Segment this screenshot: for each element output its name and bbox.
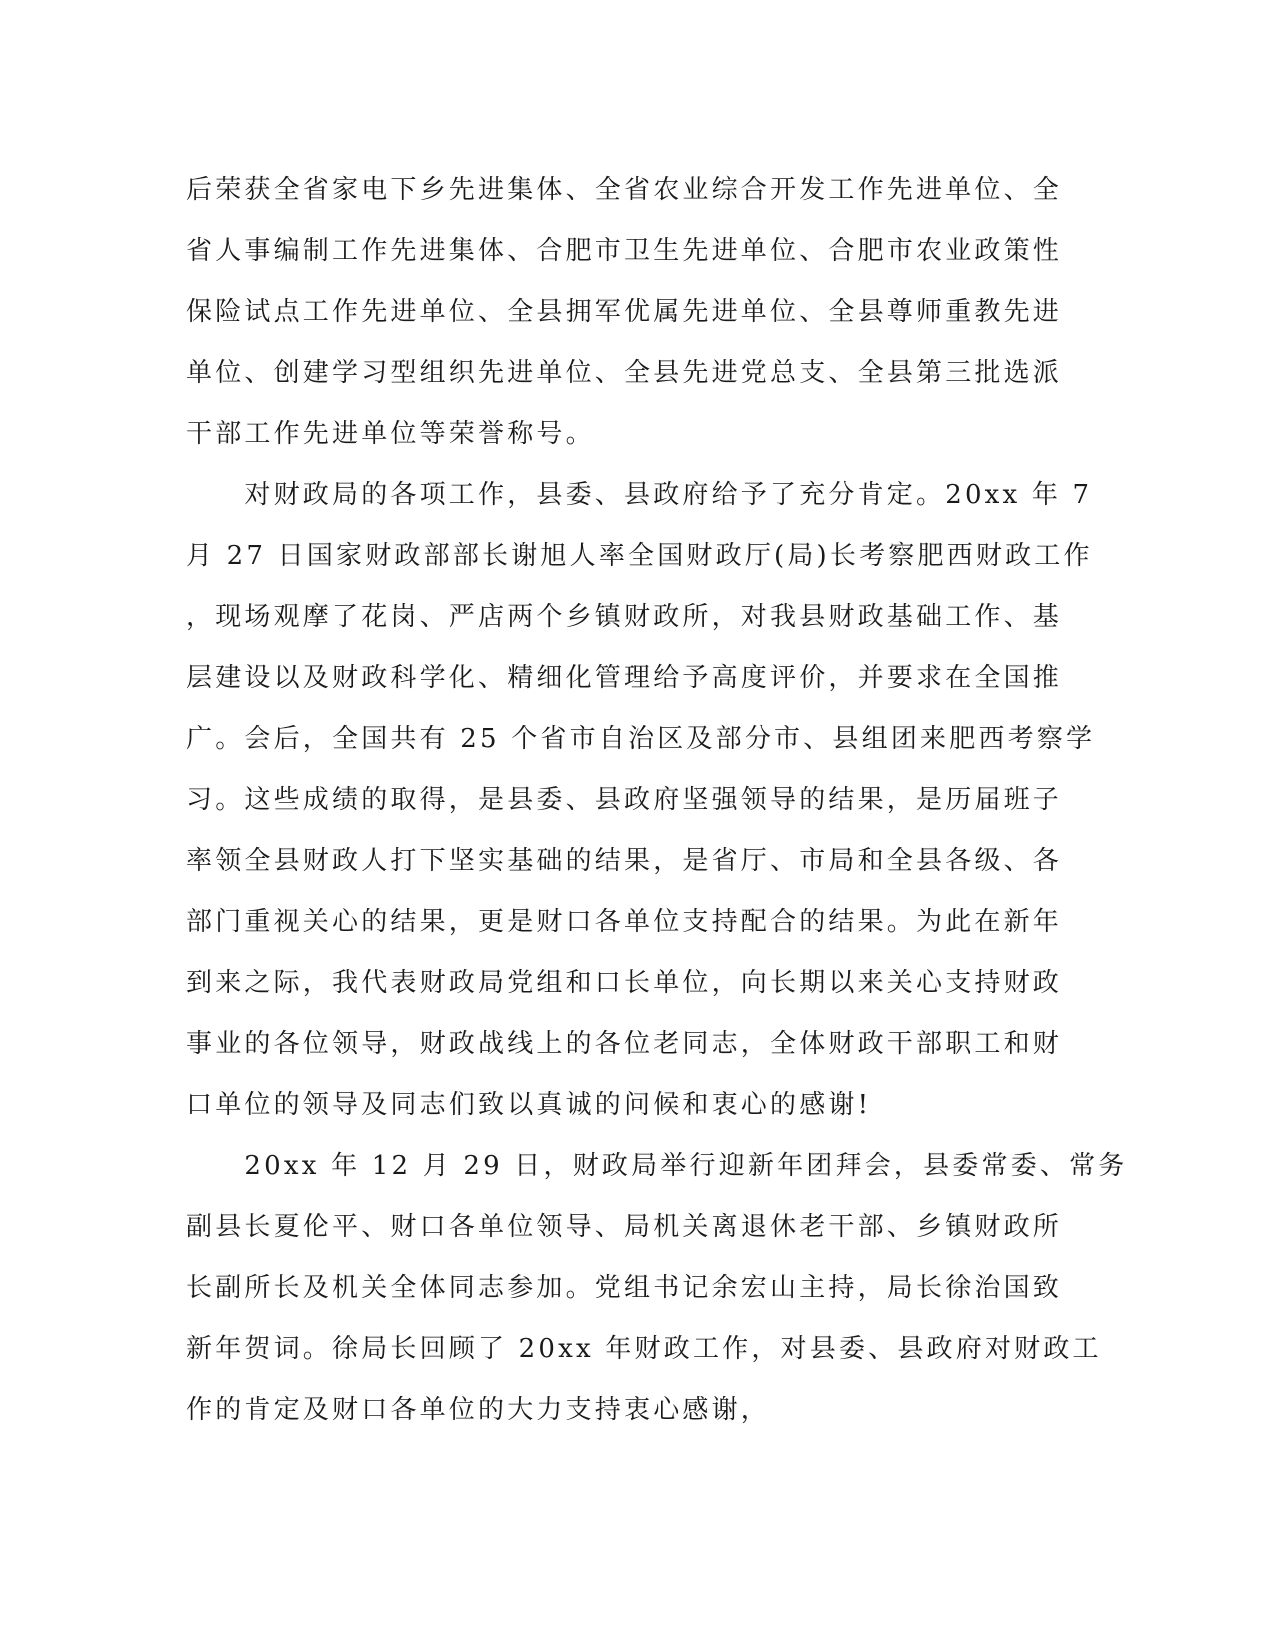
text-line: 后荣获全省家电下乡先进集体、全省农业综合开发工作先进单位、全	[186, 175, 1063, 205]
text-line: 干部工作先进单位等荣誉称号。	[186, 419, 595, 449]
text-line: 月 27 日国家财政部部长谢旭人率全国财政厅(局)长考察肥西财政工作	[186, 541, 1093, 571]
text-line: 广。会后，全国共有 25 个省市自治区及部分市、县组团来肥西考察学	[186, 724, 1096, 754]
text-line: 率领全县财政人打下坚实基础的结果，是省厅、市局和全县各级、各	[186, 846, 1063, 876]
text-line: 保险试点工作先进单位、全县拥军优属先进单位、全县尊师重教先进	[186, 297, 1063, 327]
text-line: 事业的各位领导，财政战线上的各位老同志，全体财政干部职工和财	[186, 1029, 1063, 1059]
text-line: 单位、创建学习型组织先进单位、全县先进党总支、全县第三批选派	[186, 358, 1063, 388]
text-line: 副县长夏伦平、财口各单位领导、局机关离退休老干部、乡镇财政所	[186, 1212, 1063, 1242]
text-line: 对财政局的各项工作，县委、县政府给予了充分肯定。20xx 年 7	[186, 480, 1093, 510]
text-line: ，现场观摩了花岗、严店两个乡镇财政所，对我县财政基础工作、基	[186, 602, 1063, 632]
paragraph-honors	[186, 160, 1066, 465]
text-line: 口单位的领导及同志们致以真诚的问候和衷心的感谢!	[186, 1090, 872, 1120]
text-line: 长副所长及机关全体同志参加。党组书记余宏山主持，局长徐治国致	[186, 1273, 1063, 1303]
text-line: 新年贺词。徐局长回顾了 20xx 年财政工作，对县委、县政府对财政工	[186, 1334, 1102, 1364]
text-line: 省人事编制工作先进集体、合肥市卫生先进单位、合肥市农业政策性	[186, 236, 1063, 266]
paragraph-recognition	[186, 465, 1096, 1136]
text-line: 部门重视关心的结果，更是财口各单位支持配合的结果。为此在新年	[186, 907, 1063, 937]
text-line: 到来之际，我代表财政局党组和口长单位，向长期以来关心支持财政	[186, 968, 1063, 998]
text-line: 层建设以及财政科学化、精细化管理给予高度评价，并要求在全国推	[186, 663, 1063, 693]
paragraph-new-year-meeting	[186, 1136, 1128, 1441]
text-line: 习。这些成绩的取得，是县委、县政府坚强领导的结果，是历届班子	[186, 785, 1063, 815]
text-line: 20xx 年 12 月 29 日，财政局举行迎新年团拜会，县委常委、常务	[186, 1151, 1128, 1181]
document-body	[186, 160, 1128, 1441]
text-line: 作的肯定及财口各单位的大力支持衷心感谢，	[186, 1395, 771, 1425]
